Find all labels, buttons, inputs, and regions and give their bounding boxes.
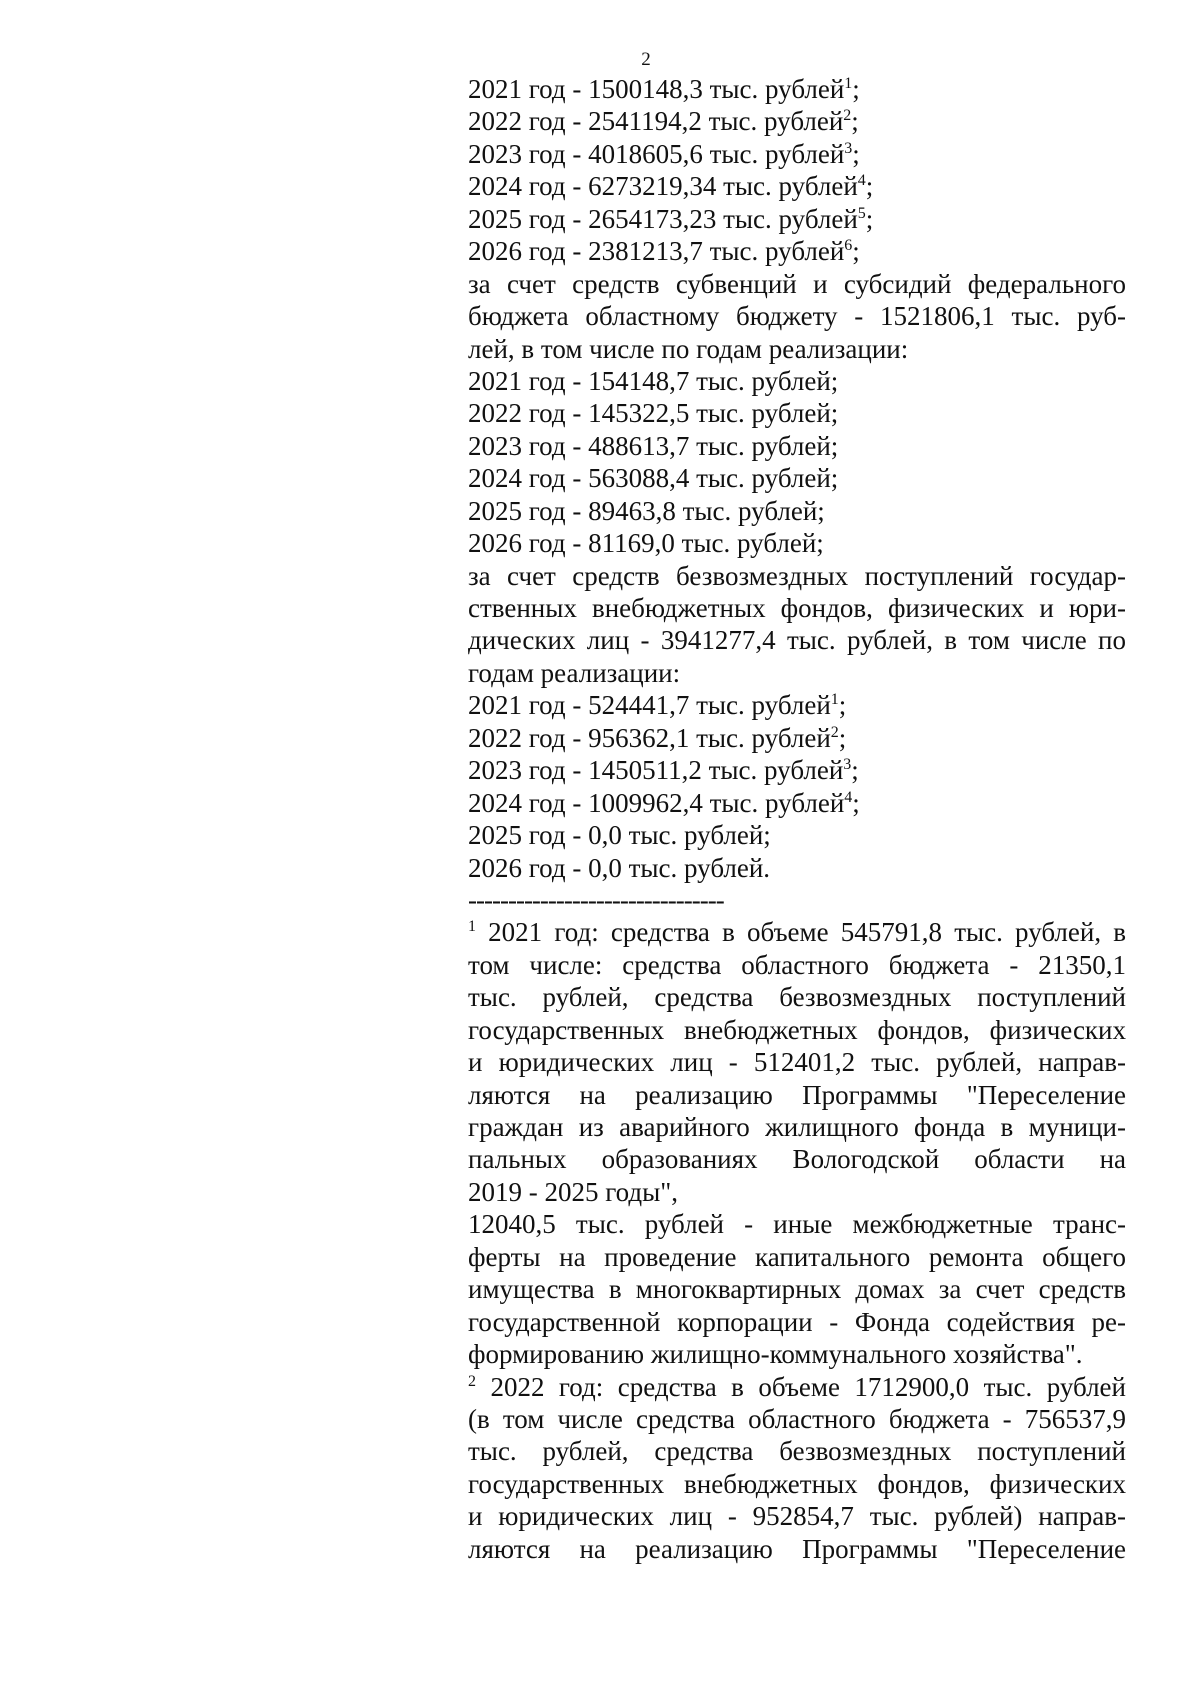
footnote-line: и юридических лиц - 512401,2 тыс. рублей, направ- xyxy=(468,1047,1126,1078)
year-line: 2026 год - 0,0 тыс. рублей. xyxy=(468,852,771,883)
footnote-line: государственных внебюджетных фондов, физических xyxy=(468,1468,1126,1499)
year-list-gratuitous xyxy=(468,689,1126,884)
footnote-2 xyxy=(468,1371,1126,1566)
footnote-ref: 4 xyxy=(857,172,866,190)
footnote-line: ляются на реализацию Программы "Переселение xyxy=(468,1079,1126,1110)
footnote-line: ферты на проведение капитального ремонта общего xyxy=(468,1241,1126,1272)
footnote-1 xyxy=(468,916,1126,1208)
footnote-line: и юридических лиц - 952854,7 тыс. рублей) направ- xyxy=(468,1501,1126,1532)
footnote-marker: 2 xyxy=(468,1372,476,1390)
year-line: 2025 год - 2654173,23 тыс. рублей$^5$; xyxy=(468,203,874,234)
footnote-line: пальных образованиях Вологодской области на xyxy=(468,1144,1126,1175)
paragraph-line: за счет средств безвозмездных поступлений государ- xyxy=(468,560,1126,591)
paragraph-gratuitous xyxy=(468,560,1126,690)
year-line: 2021 год - 524441,7 тыс. рублей$^1$; xyxy=(468,690,847,721)
year-line: 2023 год - 488613,7 тыс. рублей; xyxy=(468,430,839,461)
footnote-line: государственной корпорации - Фонда содействия ре- xyxy=(468,1306,1126,1337)
year-line: 2024 год - 563088,4 тыс. рублей; xyxy=(468,463,839,494)
footnote-line: тыс. рублей, средства безвозмездных поступлений xyxy=(468,982,1126,1013)
year-line: 2026 год - 81169,0 тыс. рублей; xyxy=(468,528,824,559)
year-line: 2022 год - 2541194,2 тыс. рублей$^2$; xyxy=(468,106,859,137)
footnote-ref: 2 xyxy=(830,723,839,741)
footnote-line: граждан из аварийного жилищного фонда в муници- xyxy=(468,1112,1126,1142)
footnote-ref: 3 xyxy=(844,139,853,157)
paragraph-line: дических лиц - 3941277,4 тыс. рублей, в том числе по xyxy=(468,625,1126,656)
footnote-line: государственных внебюджетных фондов, физических xyxy=(468,1014,1126,1045)
year-line: 2026 год - 2381213,7 тыс. рублей$^6$; xyxy=(468,236,860,267)
paragraph-federal xyxy=(468,268,1126,365)
footnote-line: $^2$ 2022 год: средства в объеме 1712900,0 тыс. рублей xyxy=(468,1371,1126,1402)
paragraph-line: бюджета областному бюджету - 1521806,1 тыс. руб- xyxy=(468,301,1126,332)
footnote-ref: 1 xyxy=(830,691,839,709)
footnote-line: (в том числе средства областного бюджета - 756537,9 xyxy=(468,1403,1126,1434)
document-body xyxy=(468,73,1126,1565)
year-line: 2022 год - 145322,5 тыс. рублей; xyxy=(468,398,839,429)
footnote-ref: 2 xyxy=(843,107,852,125)
year-line: 2025 год - 0,0 тыс. рублей; xyxy=(468,820,771,851)
footnote-line: 12040,5 тыс. рублей - иные межбюджетные транс- xyxy=(468,1209,1126,1240)
footnote-line: 2019 - 2025 годы", xyxy=(468,1176,679,1207)
paragraph-line: годам реализации: xyxy=(468,657,681,688)
footnote-line: том числе: средства областного бюджета - 21350,1 xyxy=(468,949,1126,980)
footnote-ref: 1 xyxy=(844,75,853,92)
page-number: 2 xyxy=(641,49,651,70)
footnote-ref: 4 xyxy=(844,788,853,806)
year-line: 2023 год - 4018605,6 тыс. рублей$^3$; xyxy=(468,138,860,169)
paragraph-line: ственных внебюджетных фондов, физических и юри- xyxy=(468,593,1126,623)
year-line: 2025 год - 89463,8 тыс. рублей; xyxy=(468,495,825,526)
footnote-line: ляются на реализацию Программы "Переселение xyxy=(468,1533,1126,1564)
footnote-ref: 3 xyxy=(843,756,852,774)
year-line: 2023 год - 1450511,2 тыс. рублей$^3$; xyxy=(468,755,859,786)
footnote-line: $^1$ 2021 год: средства в объеме 545791,8 тыс. рублей, в xyxy=(468,917,1126,948)
year-line: 2024 год - 1009962,4 тыс. рублей$^4$; xyxy=(468,787,860,818)
year-list-federal xyxy=(468,365,1126,560)
footnote-line: тыс. рублей, средства безвозмездных поступлений xyxy=(468,1436,1126,1467)
year-line: 2022 год - 956362,1 тыс. рублей$^2$; xyxy=(468,722,847,753)
year-line: 2021 год - 1500148,3 тыс. рублей$^1$; xyxy=(468,74,860,104)
paragraph-line: за счет средств субвенций и субсидий федерального xyxy=(468,268,1126,299)
footnote-marker: 1 xyxy=(468,918,476,936)
footnote-ref: 6 xyxy=(844,237,853,255)
year-list-total xyxy=(468,73,1126,268)
footnote-1-continuation xyxy=(468,1208,1126,1370)
footnote-ref: 5 xyxy=(857,204,866,222)
footnote-line: имущества в многоквартирных домах за счет средств xyxy=(468,1274,1126,1305)
year-line: 2021 год - 154148,7 тыс. рублей; xyxy=(468,365,839,396)
footnote-line: формированию жилищно-коммунального хозяйства". xyxy=(468,1339,1083,1370)
year-line: 2024 год - 6273219,34 тыс. рублей$^4$; xyxy=(468,171,874,202)
paragraph-line: лей, в том числе по годам реализации: xyxy=(468,333,909,364)
footnote-separator: -------------------------------- xyxy=(468,884,724,915)
